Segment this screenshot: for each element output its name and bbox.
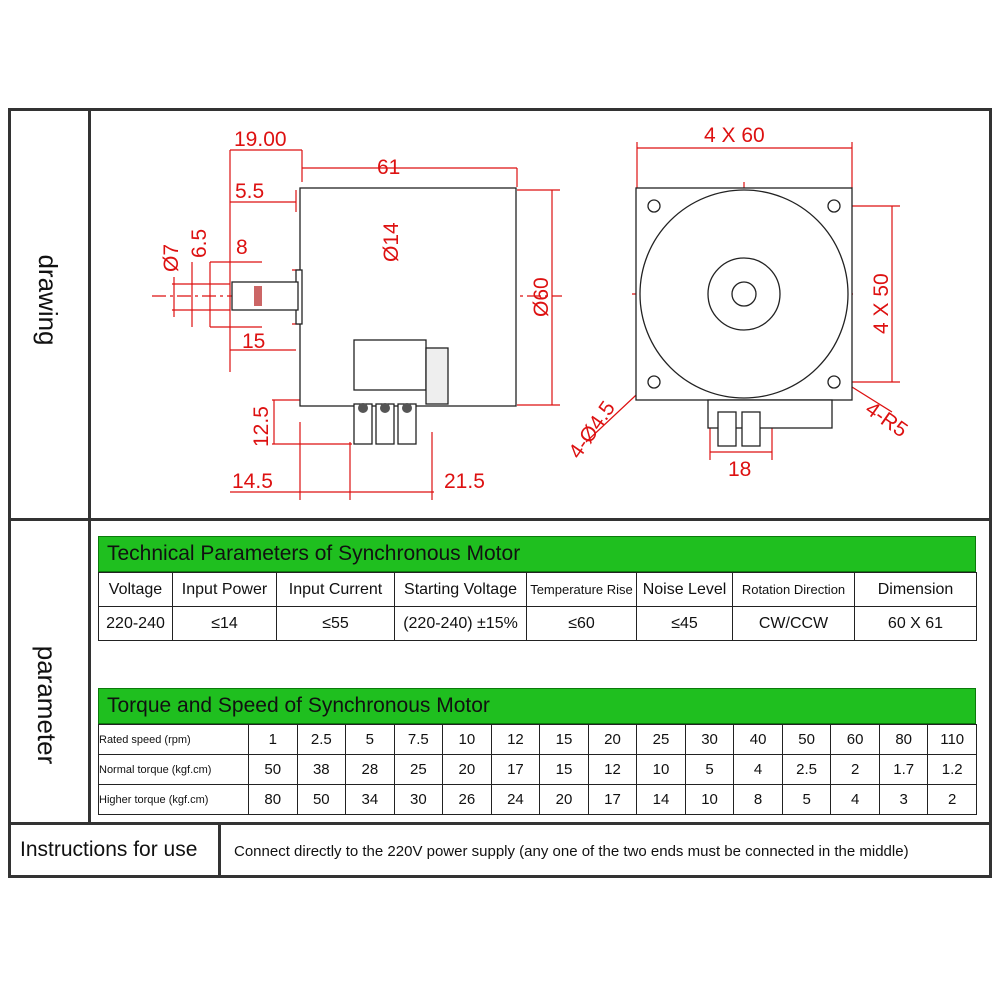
tech-value-cell: CW/CCW — [733, 607, 855, 641]
tech-params-title: Technical Parameters of Synchronous Motor — [98, 536, 976, 572]
dim-14-5: 14.5 — [232, 470, 273, 493]
torque-row-label: Higher torque (kgf.cm) — [99, 785, 249, 815]
torque-value-cell: 10 — [637, 755, 686, 785]
dim-19: 19.00 — [234, 128, 287, 151]
torque-value-cell: 25 — [637, 725, 686, 755]
section-divider-bottom — [8, 822, 992, 825]
torque-value-cell: 40 — [734, 725, 783, 755]
tech-header-cell: Dimension — [855, 573, 977, 607]
torque-value-cell: 80 — [249, 785, 298, 815]
dim-6-5: 6.5 — [188, 228, 211, 258]
torque-value-cell: 1 — [249, 725, 298, 755]
torque-value-cell: 25 — [394, 755, 443, 785]
tech-value-cell: ≤45 — [637, 607, 733, 641]
torque-value-cell: 1.7 — [879, 755, 928, 785]
tech-header-cell: Rotation Direction — [733, 573, 855, 607]
torque-value-cell: 5 — [782, 785, 831, 815]
tech-value-cell: ≤14 — [173, 607, 277, 641]
torque-value-cell: 4 — [831, 785, 880, 815]
instructions-label: Instructions for use — [20, 838, 198, 861]
tech-header-cell: Input Power — [173, 573, 277, 607]
table-row — [99, 785, 977, 815]
torque-value-cell: 2.5 — [782, 755, 831, 785]
torque-value-cell: 8 — [734, 785, 783, 815]
dim-8: 8 — [236, 236, 248, 259]
torque-value-cell: 38 — [297, 755, 346, 785]
torque-value-cell: 14 — [637, 785, 686, 815]
torque-value-cell: 24 — [491, 785, 540, 815]
torque-value-cell: 17 — [588, 785, 637, 815]
tech-header-cell: Voltage — [99, 573, 173, 607]
dim-7: Ø7 — [160, 243, 183, 272]
tech-value-cell: 60 X 61 — [855, 607, 977, 641]
torque-value-cell: 2 — [928, 785, 977, 815]
torque-row-label: Normal torque (kgf.cm) — [99, 755, 249, 785]
torque-speed-table — [98, 724, 977, 815]
dim-5-5: 5.5 — [235, 180, 265, 203]
dim-4-r5: 4-R5 — [861, 397, 912, 443]
tech-value-cell: 220-240 — [99, 607, 173, 641]
dim-21-5: 21.5 — [444, 470, 485, 493]
dim-18: 18 — [728, 458, 752, 481]
torque-value-cell: 30 — [685, 725, 734, 755]
torque-value-cell: 10 — [443, 725, 492, 755]
dim-60: Ø60 — [530, 277, 553, 317]
torque-value-cell: 20 — [588, 725, 637, 755]
dim-12-5: 12.5 — [250, 406, 273, 447]
torque-value-cell: 50 — [297, 785, 346, 815]
tech-value-cell: ≤60 — [527, 607, 637, 641]
torque-value-cell: 28 — [346, 755, 395, 785]
dim-61: 61 — [377, 156, 401, 179]
torque-value-cell: 20 — [540, 785, 589, 815]
torque-value-cell: 15 — [540, 725, 589, 755]
dim-4x50: 4 X 50 — [870, 273, 893, 334]
tech-header-cell: Starting Voltage — [395, 573, 527, 607]
table-row — [99, 755, 977, 785]
torque-value-cell: 12 — [491, 725, 540, 755]
torque-value-cell: 12 — [588, 755, 637, 785]
torque-value-cell: 2 — [831, 755, 880, 785]
torque-value-cell: 110 — [928, 725, 977, 755]
drawing-section-label: drawing — [33, 254, 63, 346]
torque-value-cell: 15 — [540, 755, 589, 785]
tech-header-cell: Noise Level — [637, 573, 733, 607]
torque-value-cell: 3 — [879, 785, 928, 815]
dim-15: 15 — [242, 330, 266, 353]
technical-drawing — [92, 112, 992, 522]
torque-row-label: Rated speed (rpm) — [99, 725, 249, 755]
tech-header-cell: Temperature Rise — [527, 573, 637, 607]
torque-value-cell: 17 — [491, 755, 540, 785]
torque-value-cell: 10 — [685, 785, 734, 815]
torque-value-cell: 26 — [443, 785, 492, 815]
torque-value-cell: 50 — [249, 755, 298, 785]
torque-value-cell: 7.5 — [394, 725, 443, 755]
torque-value-cell: 20 — [443, 755, 492, 785]
torque-value-cell: 50 — [782, 725, 831, 755]
torque-value-cell: 1.2 — [928, 755, 977, 785]
tech-value-cell: ≤55 — [277, 607, 395, 641]
torque-value-cell: 34 — [346, 785, 395, 815]
torque-value-cell: 30 — [394, 785, 443, 815]
torque-value-cell: 4 — [734, 755, 783, 785]
tech-value-cell: (220-240) ±15% — [395, 607, 527, 641]
torque-value-cell: 60 — [831, 725, 880, 755]
torque-value-cell: 5 — [346, 725, 395, 755]
dim-4-phi-4-5: 4-Ø4.5 — [564, 397, 620, 463]
dim-14: Ø14 — [380, 222, 403, 262]
instructions-text: Connect directly to the 220V power supply (any one of the two ends must be connected in the middle) — [234, 843, 909, 860]
torque-value-cell: 5 — [685, 755, 734, 785]
torque-value-cell: 80 — [879, 725, 928, 755]
label-column-divider — [88, 108, 91, 824]
parameter-section-label: parameter — [32, 645, 62, 765]
torque-value-cell: 2.5 — [297, 725, 346, 755]
dim-4x60: 4 X 60 — [704, 124, 765, 147]
torque-speed-title: Torque and Speed of Synchronous Motor — [98, 688, 976, 724]
tech-params-table — [98, 572, 977, 641]
table-row — [99, 725, 977, 755]
instructions-divider — [218, 822, 221, 878]
tech-header-cell: Input Current — [277, 573, 395, 607]
